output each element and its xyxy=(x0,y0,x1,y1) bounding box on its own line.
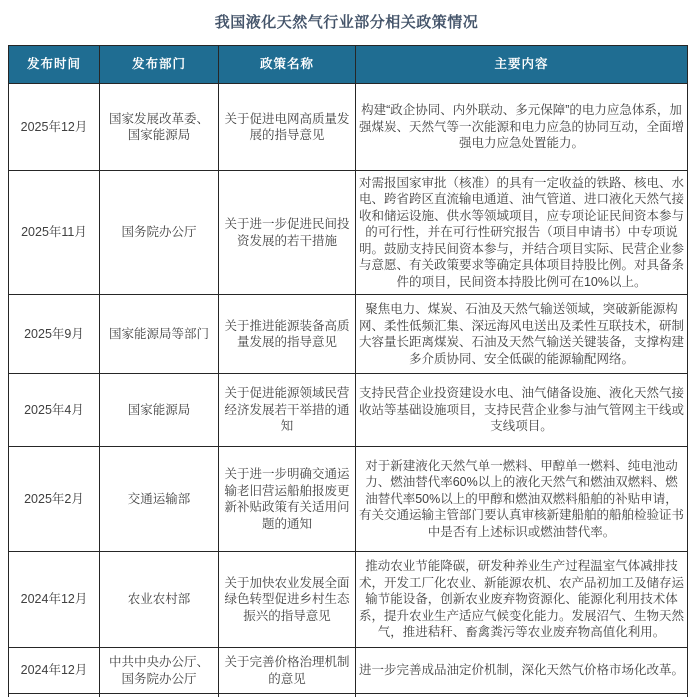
cell-date: 2025年2月 xyxy=(9,447,100,552)
cell-content: 聚焦电力、煤炭、石油及天然气输送领域，突破新能源构网、柔性低频汇集、深远海风电送出及柔性互联技术，研制大容量长距离煤炭、石油及天然气输送关键装备，支撑构建多介质协同、安全低碳的能源输配网络。 xyxy=(356,295,688,374)
cell-content: 进一步完善成品油定价机制，深化天然气价格市场化改革。 xyxy=(356,648,688,694)
cell-content xyxy=(356,694,688,697)
cell-dept: 国家能源局 xyxy=(100,374,219,447)
table-row xyxy=(9,84,688,171)
cell-date: 2025年4月 xyxy=(9,374,100,447)
table-row xyxy=(9,295,688,374)
table-row-partial xyxy=(9,694,688,697)
cell-policy: 关于进一步明确交通运输老旧营运船舶报废更新补贴政策有关适用问题的通知 xyxy=(219,447,356,552)
cell-policy: 关于进一步促进民间投资发展的若干措施 xyxy=(219,171,356,295)
cell-content: 对于新建液化天然气单一燃料、甲醇单一燃料、纯电池动力、燃油替代率60%以上的液化天然气和燃油双燃料、燃油替代率50%以上的甲醇和燃油双燃料船舶的补贴申请，有关交通运输主管部门要认真审核新建船舶的船舶检验证书中是否有上述标识或燃油替代率。 xyxy=(356,447,688,552)
cell-policy xyxy=(219,694,356,697)
cell-date: 2024年12月 xyxy=(9,552,100,648)
cell-dept: 国家能源局等部门 xyxy=(100,295,219,374)
table-row xyxy=(9,552,688,648)
cell-dept: 国务院办公厅 xyxy=(100,171,219,295)
cell-dept: 交通运输部 xyxy=(100,447,219,552)
header-policy-name: 政策名称 xyxy=(219,46,356,84)
header-publish-date: 发布时间 xyxy=(9,46,100,84)
cell-dept: 中共中央办公厅、国务院办公厅 xyxy=(100,648,219,694)
header-main-content: 主要内容 xyxy=(356,46,688,84)
table-row xyxy=(9,171,688,295)
cell-policy: 关于推进能源装备高质量发展的指导意见 xyxy=(219,295,356,374)
cell-date: 2025年9月 xyxy=(9,295,100,374)
table-row xyxy=(9,374,688,447)
cell-date: 2024年12月 xyxy=(9,648,100,694)
cell-content: 支持民营企业投资建设水电、油气储备设施、液化天然气接收站等基础设施项目，支持民营企业参与油气管网主干线或支线项目。 xyxy=(356,374,688,447)
cell-date: 2025年12月 xyxy=(9,84,100,171)
cell-content: 对需报国家审批（核准）的具有一定收益的铁路、核电、水电、跨省跨区直流输电通道、油气管道、进口液化天然气接收和储运设施、供水等领域项目，应专项论证民间资本参与的可行性，并在可行性研究报告（项目申请书）中专项说明。鼓励支持民间资本参与，并结合项目实际、民营企业参与意愿、有关政策要求等确定具体项目持股比例。对具备条件的项目，民间资本持股比例可在10%以上。 xyxy=(356,171,688,295)
cell-policy: 关于加快农业发展全面绿色转型促进乡村生态振兴的指导意见 xyxy=(219,552,356,648)
cell-date xyxy=(9,694,100,697)
header-publish-dept: 发布部门 xyxy=(100,46,219,84)
cell-date: 2025年11月 xyxy=(9,171,100,295)
policy-table xyxy=(8,45,688,697)
cell-content: 推动农业节能降碳，研发种养业生产过程温室气体减排技术，开发工厂化农业、新能源农机、农产品初加工及储存运输节能设备，创新农业废弃物资源化、能源化利用技术体系，提升农业生产适应气候变化能力。发展沼气、生物天然气，推进秸秆、畜禽粪污等农业废弃物高值化利用。 xyxy=(356,552,688,648)
cell-dept xyxy=(100,694,219,697)
cell-dept: 农业农村部 xyxy=(100,552,219,648)
cell-dept: 国家发展改革委、国家能源局 xyxy=(100,84,219,171)
cell-policy: 关于完善价格治理机制的意见 xyxy=(219,648,356,694)
cell-policy: 关于促进电网高质量发展的指导意见 xyxy=(219,84,356,171)
cell-content: 构建“政企协同、内外联动、多元保障”的电力应急体系，加强煤炭、天然气等一次能源和电力应急的协同互动，全面增强电力应急处置能力。 xyxy=(356,84,688,171)
table-row xyxy=(9,648,688,694)
table-row xyxy=(9,447,688,552)
page-title: 我国液化天然气行业部分相关政策情况 xyxy=(214,14,479,31)
cell-policy: 关于促进能源领域民营经济发展若干举措的通知 xyxy=(219,374,356,447)
table-header-row xyxy=(9,46,688,84)
